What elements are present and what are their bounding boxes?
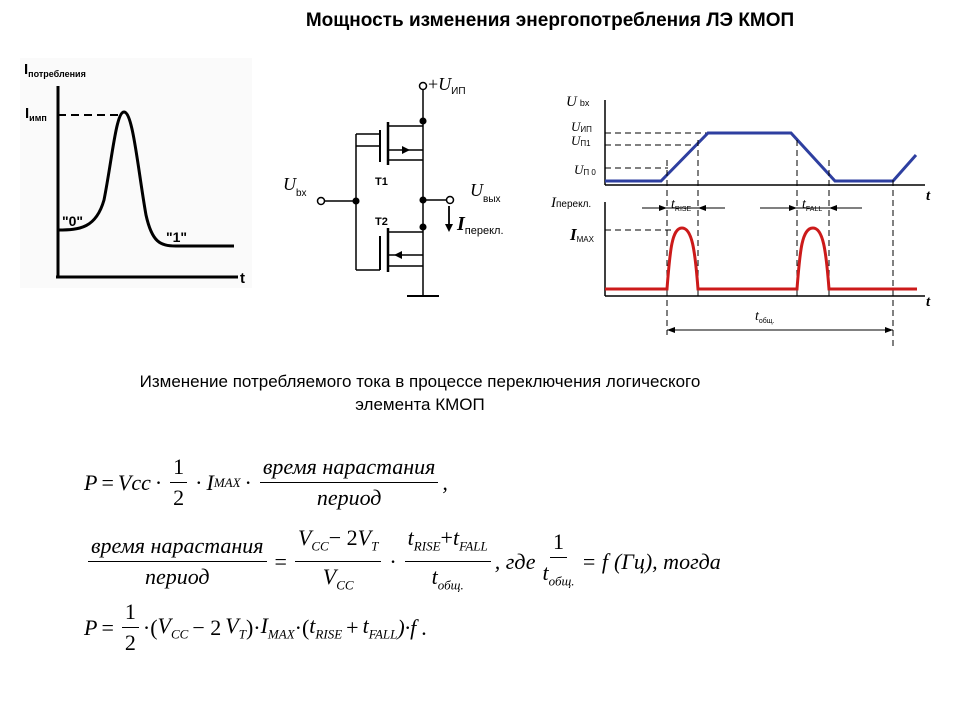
i-per-label: Iперекл.: [551, 195, 592, 211]
consumption-y-label: $I_{потребления}$: [24, 61, 86, 79]
f1-half-num: 1: [170, 454, 187, 483]
f3-vcc: $V_{CC}$: [157, 612, 189, 642]
f3-open: ·(: [142, 614, 158, 640]
f1-half-den: 2: [173, 485, 185, 510]
f3-imax: $I_{MAX}$: [260, 612, 295, 642]
t-total-label: $t_{общ.}$: [755, 309, 775, 325]
f2-hz: (Гц), тогда: [614, 548, 721, 574]
state-1-label: "1": [166, 229, 188, 245]
supply-label: $+U_{ИП}$: [428, 74, 466, 97]
f1-i-sub: MAX: [213, 474, 241, 490]
switch-current-label: $I_{перекл.}$: [457, 213, 504, 237]
supply-terminal: [420, 83, 427, 90]
current-arrow-icon: [445, 224, 453, 232]
f1-comma: ,: [442, 469, 448, 495]
f3-half-num: 1: [122, 599, 139, 628]
f3-trise: $t_{RISE}$: [309, 612, 343, 642]
f1-p: P: [84, 469, 98, 495]
f2-voltage-den: $V_{CC}$: [322, 564, 354, 593]
f2-time-den: $t_{общ.}$: [431, 564, 464, 593]
f2-gde: , где: [494, 548, 536, 574]
f2-voltage-fraction: [295, 525, 381, 599]
f2-ratio-den: период: [144, 564, 210, 590]
caption-line-1: Изменение потребляемого тока в процессе переключения логического: [139, 372, 701, 391]
f3-eq: =: [101, 614, 114, 640]
f1-dot-1: ·: [154, 469, 163, 495]
f2-voltage-num: $V_{CC}- 2V_T$: [295, 525, 381, 562]
page-title-text: Мощность изменения энергопотребления ЛЭ КМОП: [305, 10, 795, 31]
f3-plus: +: [346, 614, 359, 640]
formula-3: [84, 599, 427, 656]
u-ip-label: UИП: [571, 119, 592, 134]
caption-line-2: элемента КМОП: [355, 395, 485, 414]
f1-ratio-fraction: [260, 454, 439, 511]
f1-eq: =: [101, 469, 114, 495]
formula-2: [84, 525, 721, 599]
t-rise-label: $t_{RISE}$: [671, 197, 692, 213]
f3-vt: $V_T$: [225, 612, 246, 642]
u-p1-label: UП1: [571, 133, 591, 148]
input-label: $U_{bx}$: [283, 174, 307, 199]
f1-ratio-den: период: [316, 485, 382, 510]
consumption-graph-background: [20, 58, 252, 288]
f3-half-fraction: [122, 599, 139, 656]
f1-dot-2: ·: [195, 469, 203, 495]
f2-dot: ·: [389, 548, 397, 574]
cmos-inverter-circuit: [318, 83, 454, 297]
input-voltage-waveform: [605, 133, 916, 181]
t-rise-arrow-left-icon: [659, 205, 667, 211]
current-t-axis-label: t: [926, 294, 931, 310]
f2-ratio-fraction: [88, 533, 267, 590]
t2-arrow-icon: [394, 251, 402, 259]
f2-eq: =: [274, 548, 287, 574]
timing-diagram: [550, 94, 931, 348]
consumption-x-label: t: [240, 270, 245, 287]
circuit-labels: [283, 74, 504, 237]
f1-vcc: Vcc: [117, 469, 151, 495]
input-terminal: [318, 198, 325, 205]
f2-f: = f: [581, 548, 609, 574]
t2-label: T2: [375, 216, 388, 228]
f3-open2: ·(: [294, 614, 310, 640]
figure-caption: [80, 370, 760, 416]
t-fall-arrow-right-icon: [829, 205, 837, 211]
f3-half-den: 2: [124, 630, 136, 655]
f3-minus: − 2: [192, 614, 222, 640]
u-in-label: Ubx: [566, 94, 590, 110]
f2-time-num: $t_{RISE}+t_{FALL}$: [405, 525, 491, 562]
t-total-arrow-left-icon: [667, 327, 675, 333]
f3-tfall: $t_{FALL}$: [362, 612, 398, 642]
switch-current-waveform: [605, 228, 917, 289]
f1-ratio-num: время нарастания: [260, 454, 439, 483]
formula-1: [84, 454, 448, 511]
f3-tail: )·f .: [397, 614, 428, 640]
f1-half-fraction: [170, 454, 187, 511]
f2-freq-den: $t_{общ.}$: [542, 560, 575, 589]
state-0-label: "0": [62, 213, 84, 229]
f2-freq-num: 1: [550, 529, 567, 558]
f2-time-fraction: [405, 525, 491, 599]
output-terminal: [447, 197, 454, 204]
t1-arrow-icon: [402, 146, 410, 154]
f1-i: I: [206, 469, 214, 495]
f3-close-i: )·: [245, 614, 261, 640]
t1-node-dot: [420, 118, 426, 124]
i-max-label: IMAX: [570, 225, 594, 244]
t1-label: T1: [375, 176, 388, 188]
t-fall-arrow-left-icon: [789, 205, 797, 211]
f3-p: P: [84, 614, 98, 640]
i-imp-label: $I_{имп}$: [25, 105, 47, 123]
consumption-graph: [20, 58, 252, 288]
output-label: $U_{вых}$: [470, 180, 501, 205]
t-fall-label: $t_{FALL}$: [802, 197, 823, 213]
t2-node-dot: [420, 224, 426, 230]
f2-ratio-num: время нарастания: [88, 533, 267, 562]
t-rise-arrow-right-icon: [698, 205, 706, 211]
u-p0-label: UП 0: [574, 162, 596, 177]
t-total-arrow-right-icon: [885, 327, 893, 333]
f2-freq-fraction: [539, 529, 577, 594]
f1-dot-3: ·: [244, 469, 252, 495]
voltage-t-axis-label: t: [926, 188, 931, 204]
